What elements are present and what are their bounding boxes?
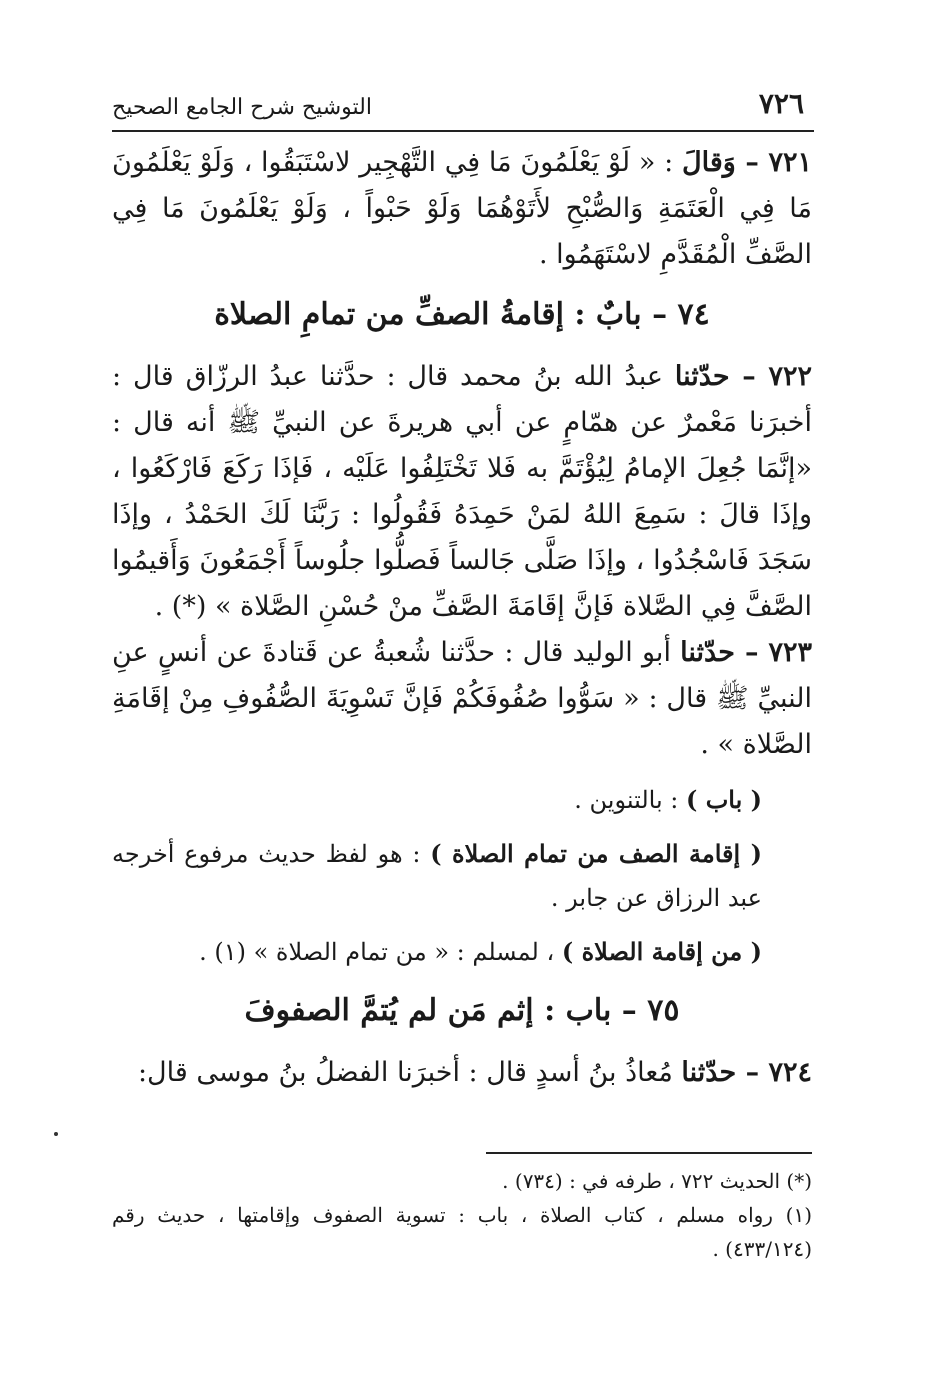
chapter-heading-75: ٧٥ – باب : إثم مَن لم يُتمَّ الصفوفَ [244, 993, 680, 1028]
commentary-lead: ( باب ) [685, 785, 762, 814]
hadith-lead: حدّثنا [674, 361, 730, 392]
page-number: ٧٢٦ [758, 87, 804, 120]
hadith-722 [112, 354, 812, 630]
hadith-lead: حدّثنا [681, 1057, 737, 1088]
hadith-text: : « لَوْ يَعْلَمُونَ مَا فِي التَّهْجِير لاسْتَبَقُوا ، وَلَوْ يَعْلَمُونَ مَا فِي الْعَتَمَةِ وَالصُّبْحِ لأَتَوْهُمَا وَلَوْ حَبْواً ، وَلَوْ يَعْلَمُونَ مَا فِي الصَّفِّ الْمُقَدَّمِ لاسْتَهَمُوا . [112, 147, 812, 270]
hadith-lead: حدّثنا [680, 637, 735, 668]
commentary-text: : بالتنوين . [574, 786, 686, 814]
header-rule [112, 130, 814, 132]
commentary-iqama [112, 832, 812, 920]
hadith-text: أبو الوليد قال : حدَّثنا شُعبةُ عن قَتادةَ عن أنسٍ عنِ النبيِّ ﷺ قال : « سَوُّوا صُفُوفَكُمْ فَإنَّ تَسْوِيَةَ الصُّفُوفِ مِنْ إقَامَةِ الصَّلاة » . [112, 637, 812, 760]
commentary-lead: ( من إقامة الصلاة ) [561, 937, 762, 966]
commentary-muslim [112, 930, 812, 974]
running-header [112, 80, 804, 120]
hadith-721 [112, 140, 812, 278]
footnote: (١) رواه مسلم ، كتاب الصلاة ، باب : تسوية الصفوف وإقامتها ، حديث رقم (٤٣٣/١٢٤) . [112, 1203, 812, 1261]
hadith-text: مُعاذُ بنُ أسدٍ قال : أخبرَنا الفضلُ بنُ موسى قال: [137, 1057, 682, 1088]
hadith-723 [112, 630, 812, 768]
margin-speck [54, 1132, 58, 1136]
hadith-number: ٧٢٢ – [729, 361, 812, 392]
footnote-rule [486, 1152, 812, 1154]
commentary-bab [112, 778, 812, 822]
commentary-text: ، لمسلم : « من تمام الصلاة » (١) . [199, 938, 562, 966]
hadith-number: ٧٢٣ – [734, 637, 812, 668]
chapter-heading-74: ٧٤ – بابٌ : إقامةُ الصفِّ من تمامِ الصلاة [214, 297, 710, 332]
page-body [112, 140, 812, 1096]
footnotes [112, 1164, 812, 1266]
hadith-lead: وَقالَ [682, 147, 736, 178]
footnote: (*) الحديث ٧٢٢ ، طرفه في : (٧٣٤) . [502, 1169, 812, 1193]
commentary-text: : هو لفظ حديث مرفوع أخرجه عبد الرزاق عن جابر . [112, 840, 762, 912]
hadith-number: ٧٢٤ – [736, 1057, 812, 1088]
hadith-724 [112, 1050, 812, 1096]
hadith-number: ٧٢١ – [735, 147, 812, 178]
hadith-text: عبدُ الله بنُ محمد قال : حدَّثنا عبدُ الرزّاق قال : أخبرَنا مَعْمرٌ عن همّامٍ عن أبي هريرةَ عن النبيِّ ﷺ أنه قال : «إنَّمَا جُعِلَ الإمامُ لِيُؤْتَمَّ به فَلا تَخْتَلِفُوا عَلَيْه ، فَإذَا رَكَعَ فَارْكَعُوا ، وإذَا قالَ : سَمِعَ اللهُ لمَنْ حَمِدَهُ فَقُولُوا : رَبَّنَا لَكَ الحَمْدُ ، وإذَا سَجَدَ فَاسْجُدُوا ، وإذَا صَلَّى جَالساً فَصلُّوا جلُوساً أَجْمَعُونَ وَأَقيمُوا الصَّفَّ فِي الصَّلاة فَإنَّ إقَامَةَ الصَّفِّ منْ حُسْنِ الصَّلاة » (*) . [112, 361, 812, 622]
running-title: التوشيح شرح الجامع الصحيح [112, 95, 372, 120]
commentary-lead: ( إقامة الصف من تمام الصلاة ) [430, 839, 762, 868]
